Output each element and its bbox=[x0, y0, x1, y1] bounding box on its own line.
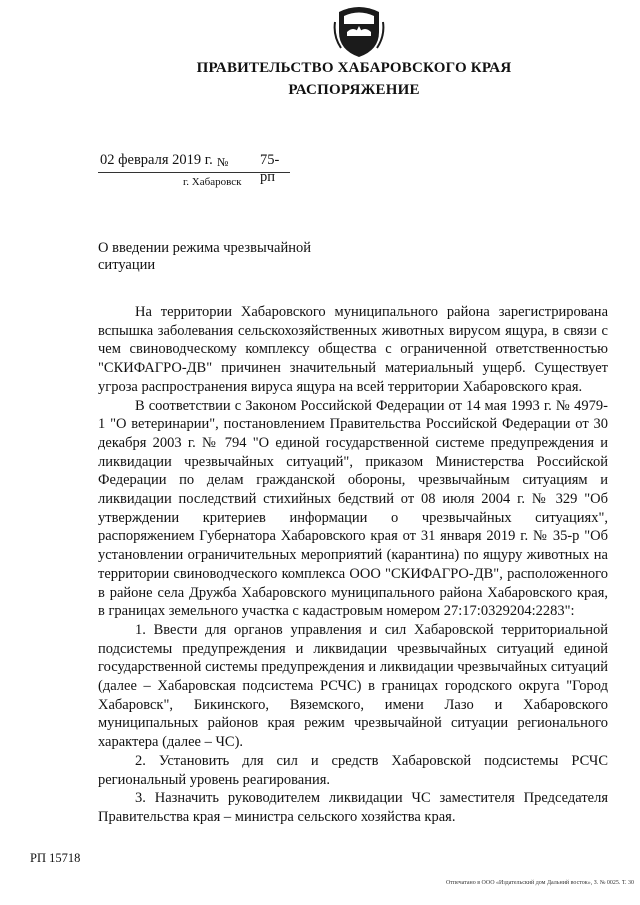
print-note: Отпечатано в ООО «Издательский дом Дальний восток», З. № 0025. Т. 30 bbox=[445, 880, 634, 886]
document-subject: О введении режима чрезвычайной ситуации bbox=[98, 240, 311, 273]
document-body bbox=[98, 303, 608, 827]
government-title: ПРАВИТЕЛЬСТВО ХАБАРОВСКОГО КРАЯ bbox=[196, 60, 512, 76]
document-number: 75-рп bbox=[260, 152, 280, 185]
coat-of-arms-icon bbox=[333, 2, 385, 58]
document-city: г. Хабаровск bbox=[183, 176, 242, 188]
body-paragraph: 2. Установить для сил и средств Хабаровской подсистемы РСЧС региональный уровень реагирования. bbox=[98, 752, 608, 788]
body-paragraph: В соответствии с Законом Российской Федерации от 14 мая 1993 г. № 4979-1 "О ветеринарии", постановлением Правительства Российской Федерации от 30 декабря 2003 г. № 794 "О единой государственной системе предупреждения и ликвидации чрезвычайных ситуаций", приказом Министерства Российской Федерации по делам гражданской обороны, чрезвычайным ситуациям и ликвидации последствий стихийных бедствий от 08 июля 2004 г. № 329 "Об утверждении критериев информации о чрезвычайных ситуациях", распоряжением Губернатора Хабаровского края от 31 января 2019 г. № 35-р "Об установлении ограничительных мероприятий (карантина) по ящуру животных на территории свиноводческого комплекса ООО "СКИФАГРО-ДВ", расположенного в районе села Дружба Хабаровского муниципального района Хабаровского края, в границах земельного участка с кадастровым номером 27:17:0329204:2283": bbox=[98, 397, 608, 620]
document-code: РП 15718 bbox=[30, 851, 81, 865]
body-paragraph: 1. Ввести для органов управления и сил Хабаровской территориальной подсистемы предупреждения и ликвидации чрезвычайных ситуаций единой государственной системы предупреждения и ликвидации чрезвычайных ситуаций (далее – Хабаровская подсистема РСЧС) в границах городского округа "Город Хабаровск", Бикинского, Вяземского, имени Лазо и Хабаровского муниципальных районов края режим чрезвычайной ситуации регионального характера (далее – ЧС). bbox=[98, 621, 608, 751]
body-paragraph: На территории Хабаровского муниципального района зарегистрирована вспышка заболевания сельскохозяйственных животных вирусом ящура, в связи с чем свиноводческому комплексу общества с ограниченной ответственностью "СКИФАГРО-ДВ" причинен значительный материальный ущерб. Существует угроза распространения вируса ящура на всей территории Хабаровского края. bbox=[98, 304, 608, 395]
number-label: № bbox=[217, 155, 229, 169]
document-date: 02 февраля 2019 г. bbox=[100, 152, 213, 168]
date-underline bbox=[98, 172, 290, 173]
document-type: РАСПОРЯЖЕНИЕ bbox=[288, 82, 420, 98]
body-paragraph: 3. Назначить руководителем ликвидации ЧС заместителя Председателя Правительства края – министра сельского хозяйства края. bbox=[98, 790, 608, 825]
